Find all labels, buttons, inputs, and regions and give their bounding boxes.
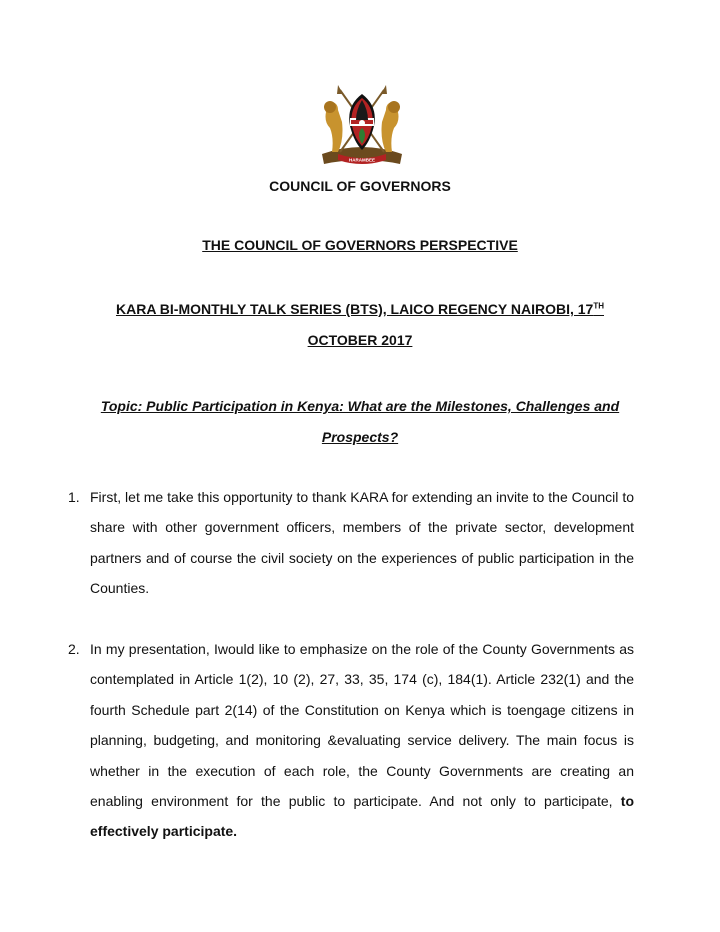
coat-of-arms-icon: [312, 82, 412, 168]
topic-line1: Topic: Public Participation in Kenya: What are the Milestones, Challenges and: [100, 398, 620, 414]
paragraph-text: First, let me take this opportunity to thank KARA for extending an invite to the Council to share with other government officers, members of the private sector, development partners and of course the civil society on the experiences of public participation in the Counties.: [90, 489, 634, 597]
event-heading-line1: [0, 301, 720, 317]
org-heading: COUNCIL OF GOVERNORS: [269, 178, 451, 194]
emblem-motto: HARAMBEE: [348, 157, 376, 163]
paragraph-number: 1.: [68, 489, 80, 505]
paragraph-text: [90, 634, 634, 847]
perspective-heading: THE COUNCIL OF GOVERNORS PERSPECTIVE: [202, 237, 518, 253]
event-heading-line2: OCTOBER 2017: [307, 332, 413, 348]
event-heading-sup: TH: [593, 301, 604, 311]
paragraph-number: 2.: [68, 641, 80, 657]
topic-line2: Prospects?: [321, 429, 399, 445]
paragraph-bold-tail: to effectively participate.: [90, 793, 634, 840]
paragraph-body: In my presentation, Iwould like to emphasize on the role of the County Governments as contemplated in Article 1(2), 10 (2), 27, 33, 35, 174 (c), 184(1). Article 232(1) and the fourth Schedule part 2(14) of the Constitution on Kenya which is toengage citizens in planning, budgeting, and monitoring &evaluating service delivery. The main focus is whether in the execution of each role, the County Governments are creating an enabling environment for the public to participate. And not only to participate,: [90, 641, 634, 810]
event-heading-text: KARA BI-MONTHLY TALK SERIES (BTS), LAICO REGENCY NAIROBI, 17: [115, 301, 594, 317]
